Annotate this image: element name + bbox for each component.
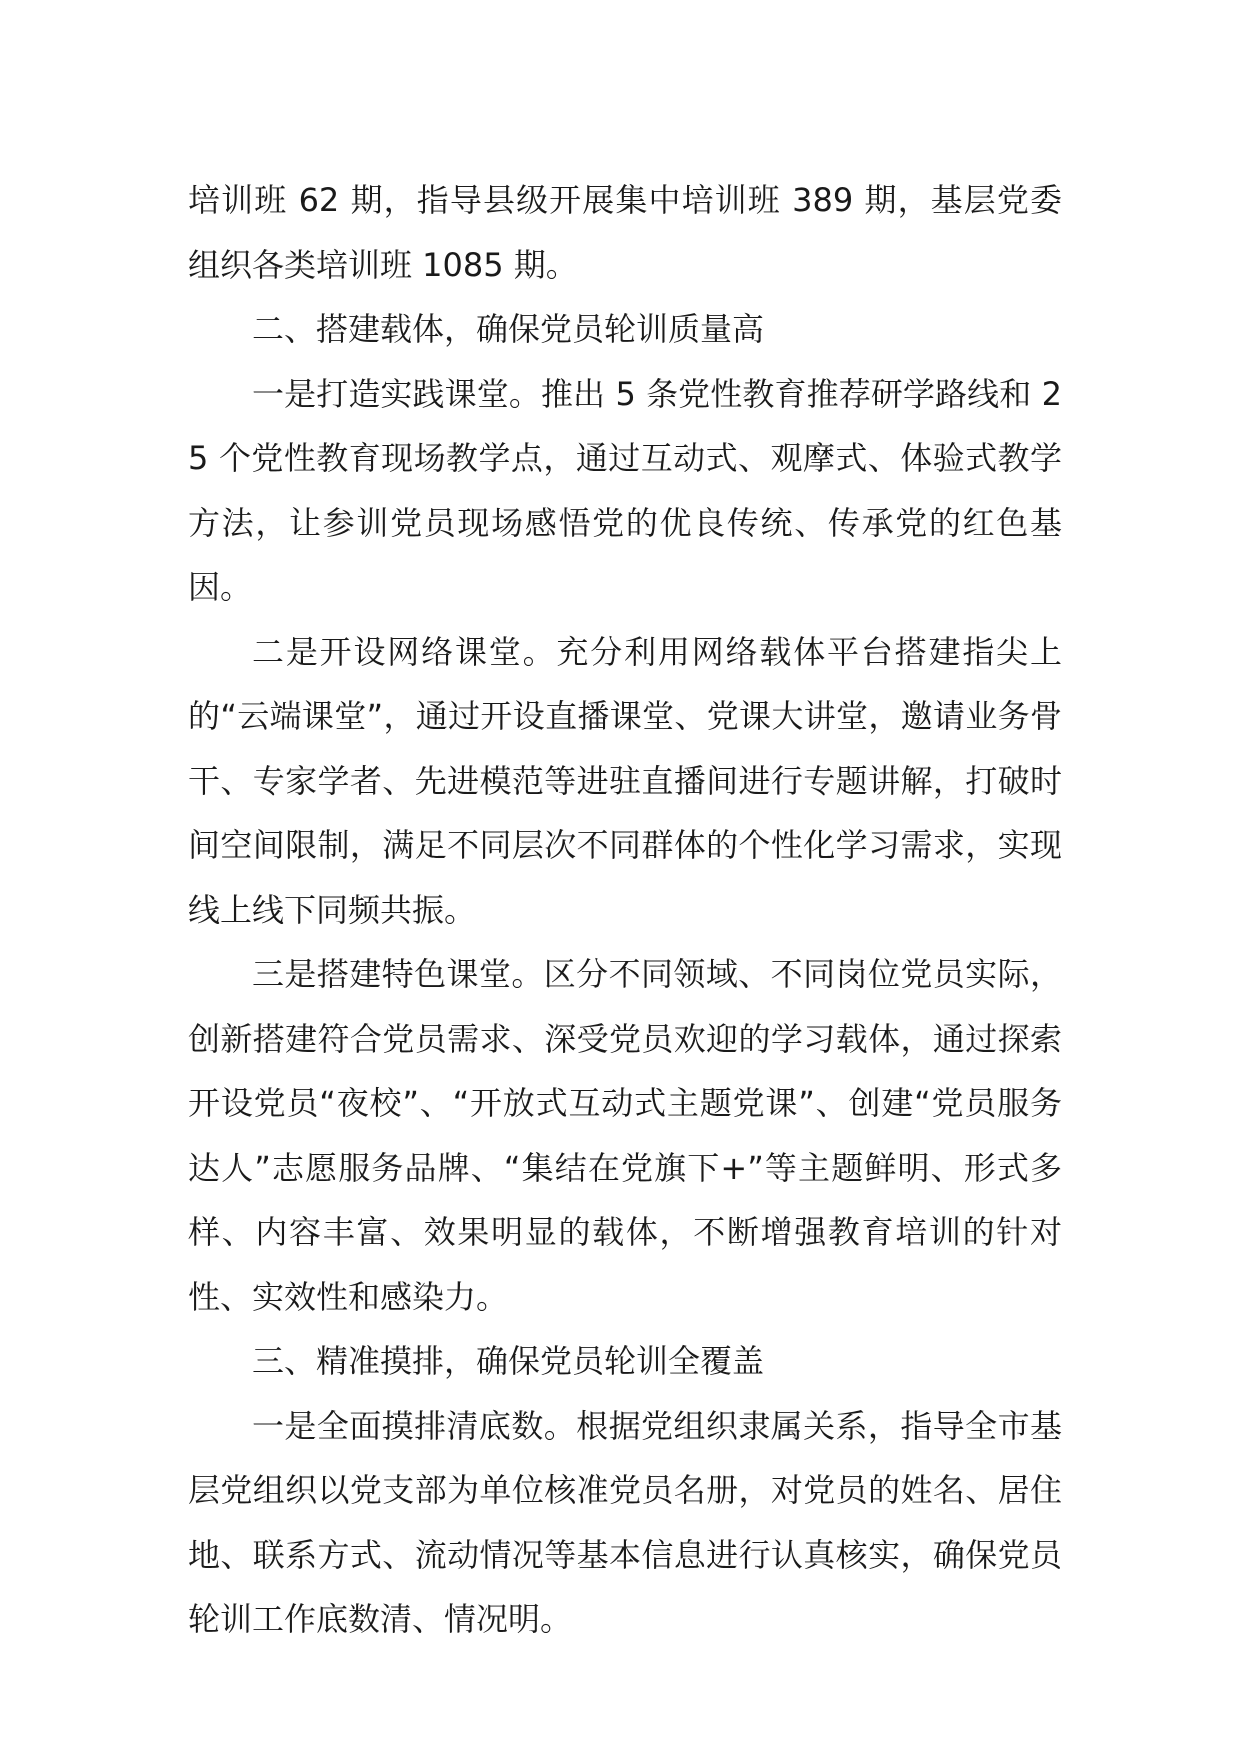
paragraph-online-classroom: 二是开设网络课堂。充分利用网络载体平台搭建指尖上的“云端课堂”，通过开设直播课堂、党课大讲堂，邀请业务骨干、专家学者、先进模范等进驻直播间进行专题讲解，打破时间空间限制，满足不同层次不同群体的个性化学习需求，实现线上线下同频共振。 xyxy=(188,632,1062,929)
section-heading-2: 二、搭建载体，确保党员轮训质量高 xyxy=(252,310,765,348)
section-heading-3: 三、精准摸排，确保党员轮训全覆盖 xyxy=(252,1342,765,1380)
paragraph-featured-classroom: 三是搭建特色课堂。区分不同领域、不同岗位党员实际，创新搭建符合党员需求、深受党员欢迎的学习载体，通过探索开设党员“夜校”、“开放式互动式主题党课”、创建“党员服务达人”志愿服务品牌、“集结在党旗下+”等主题鲜明、形式多样、内容丰富、效果明显的载体，不断增强教育培训的针对性、实效性和感染力。 xyxy=(188,955,1062,1316)
paragraph-practice-classroom: 一是打造实践课堂。推出 5 条党性教育推荐研学路线和 25 个党性教育现场教学点，通过互动式、观摩式、体验式教学方法，让参训党员现场感悟党的优良传统、传承党的红色基因。 xyxy=(188,374,1062,606)
paragraph-survey-base: 一是全面摸排清底数。根据党组织隶属关系，指导全市基层党组织以党支部为单位核准党员名册，对党员的姓名、居住地、联系方式、流动情况等基本信息进行认真核实，确保党员轮训工作底数清、情况明。 xyxy=(188,1406,1062,1638)
document-body xyxy=(188,168,1062,1652)
paragraph-continuation: 培训班 62 期，指导县级开展集中培训班 389 期，基层党委组织各类培训班 1085 期。 xyxy=(188,181,1062,284)
